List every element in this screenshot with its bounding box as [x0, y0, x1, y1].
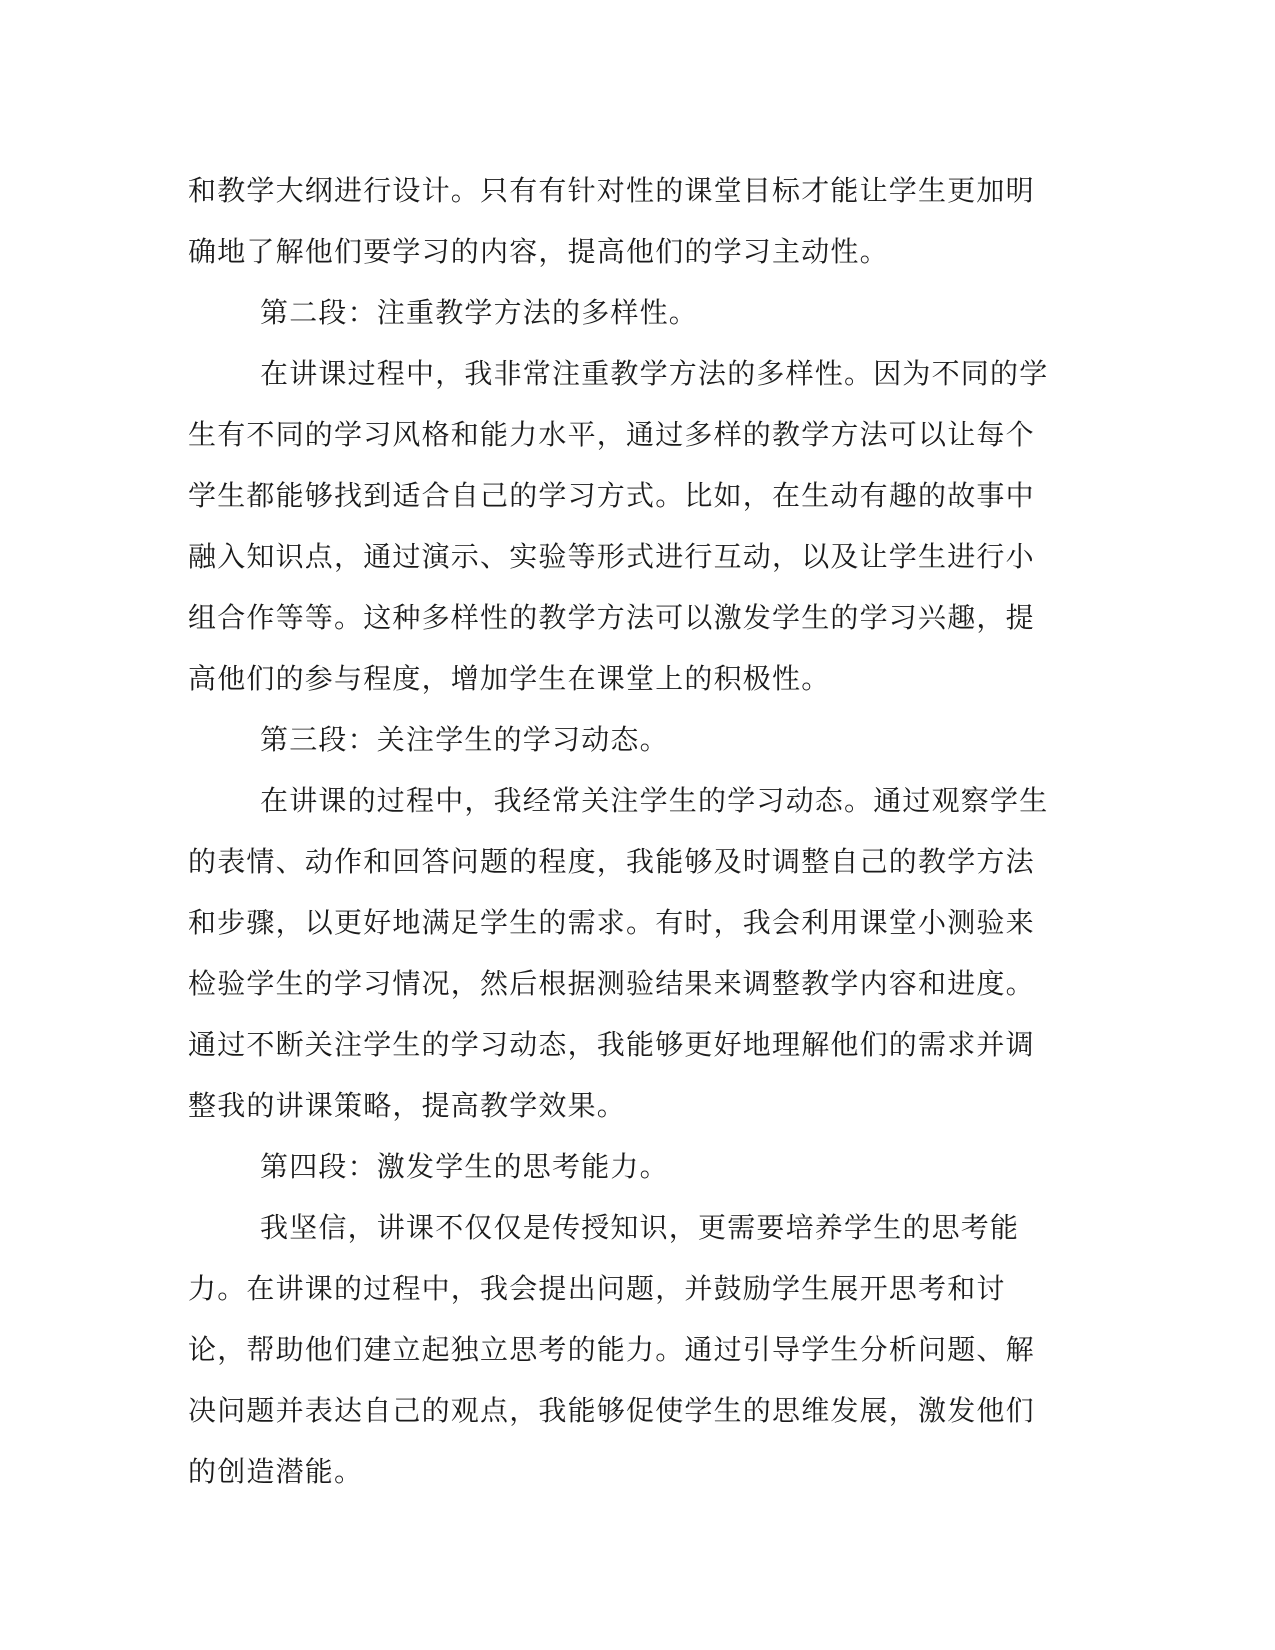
- section-heading-3: 第三段：关注学生的学习动态。: [260, 723, 669, 756]
- document-body: [188, 160, 1058, 1502]
- paragraph-continuation: 和教学大纲进行设计。只有有针对性的课堂目标才能让学生更加明确地了解他们要学习的内容，提高他们的学习主动性。: [188, 174, 1035, 268]
- paragraph-teaching-methods: 在讲课过程中，我非常注重教学方法的多样性。因为不同的学生有不同的学习风格和能力水平，通过多样的教学方法可以让每个学生都能够找到适合自己的学习方式。比如，在生动有趣的故事中融入知识点，通过演示、实验等形式进行互动，以及让学生进行小组合作等等。这种多样性的教学方法可以激发学生的学习兴趣，提高他们的参与程度，增加学生在课堂上的积极性。: [188, 357, 1049, 695]
- paragraph-learning-dynamics: 在讲课的过程中，我经常关注学生的学习动态。通过观察学生的表情、动作和回答问题的程度，我能够及时调整自己的教学方法和步骤，以更好地满足学生的需求。有时，我会利用课堂小测验来检验学生的学习情况，然后根据测验结果来调整教学内容和进度。通过不断关注学生的学习动态，我能够更好地理解他们的需求并调整我的讲课策略，提高教学效果。: [188, 784, 1049, 1122]
- section-heading-2: 第二段：注重教学方法的多样性。: [260, 296, 699, 329]
- paragraph-thinking-ability: 我坚信，讲课不仅仅是传授知识，更需要培养学生的思考能力。在讲课的过程中，我会提出问题，并鼓励学生展开思考和讨论，帮助他们建立起独立思考的能力。通过引导学生分析问题、解决问题并表达自己的观点，我能够促使学生的思维发展，激发他们的创造潜能。: [188, 1211, 1035, 1488]
- section-heading-4: 第四段：激发学生的思考能力。: [260, 1150, 669, 1183]
